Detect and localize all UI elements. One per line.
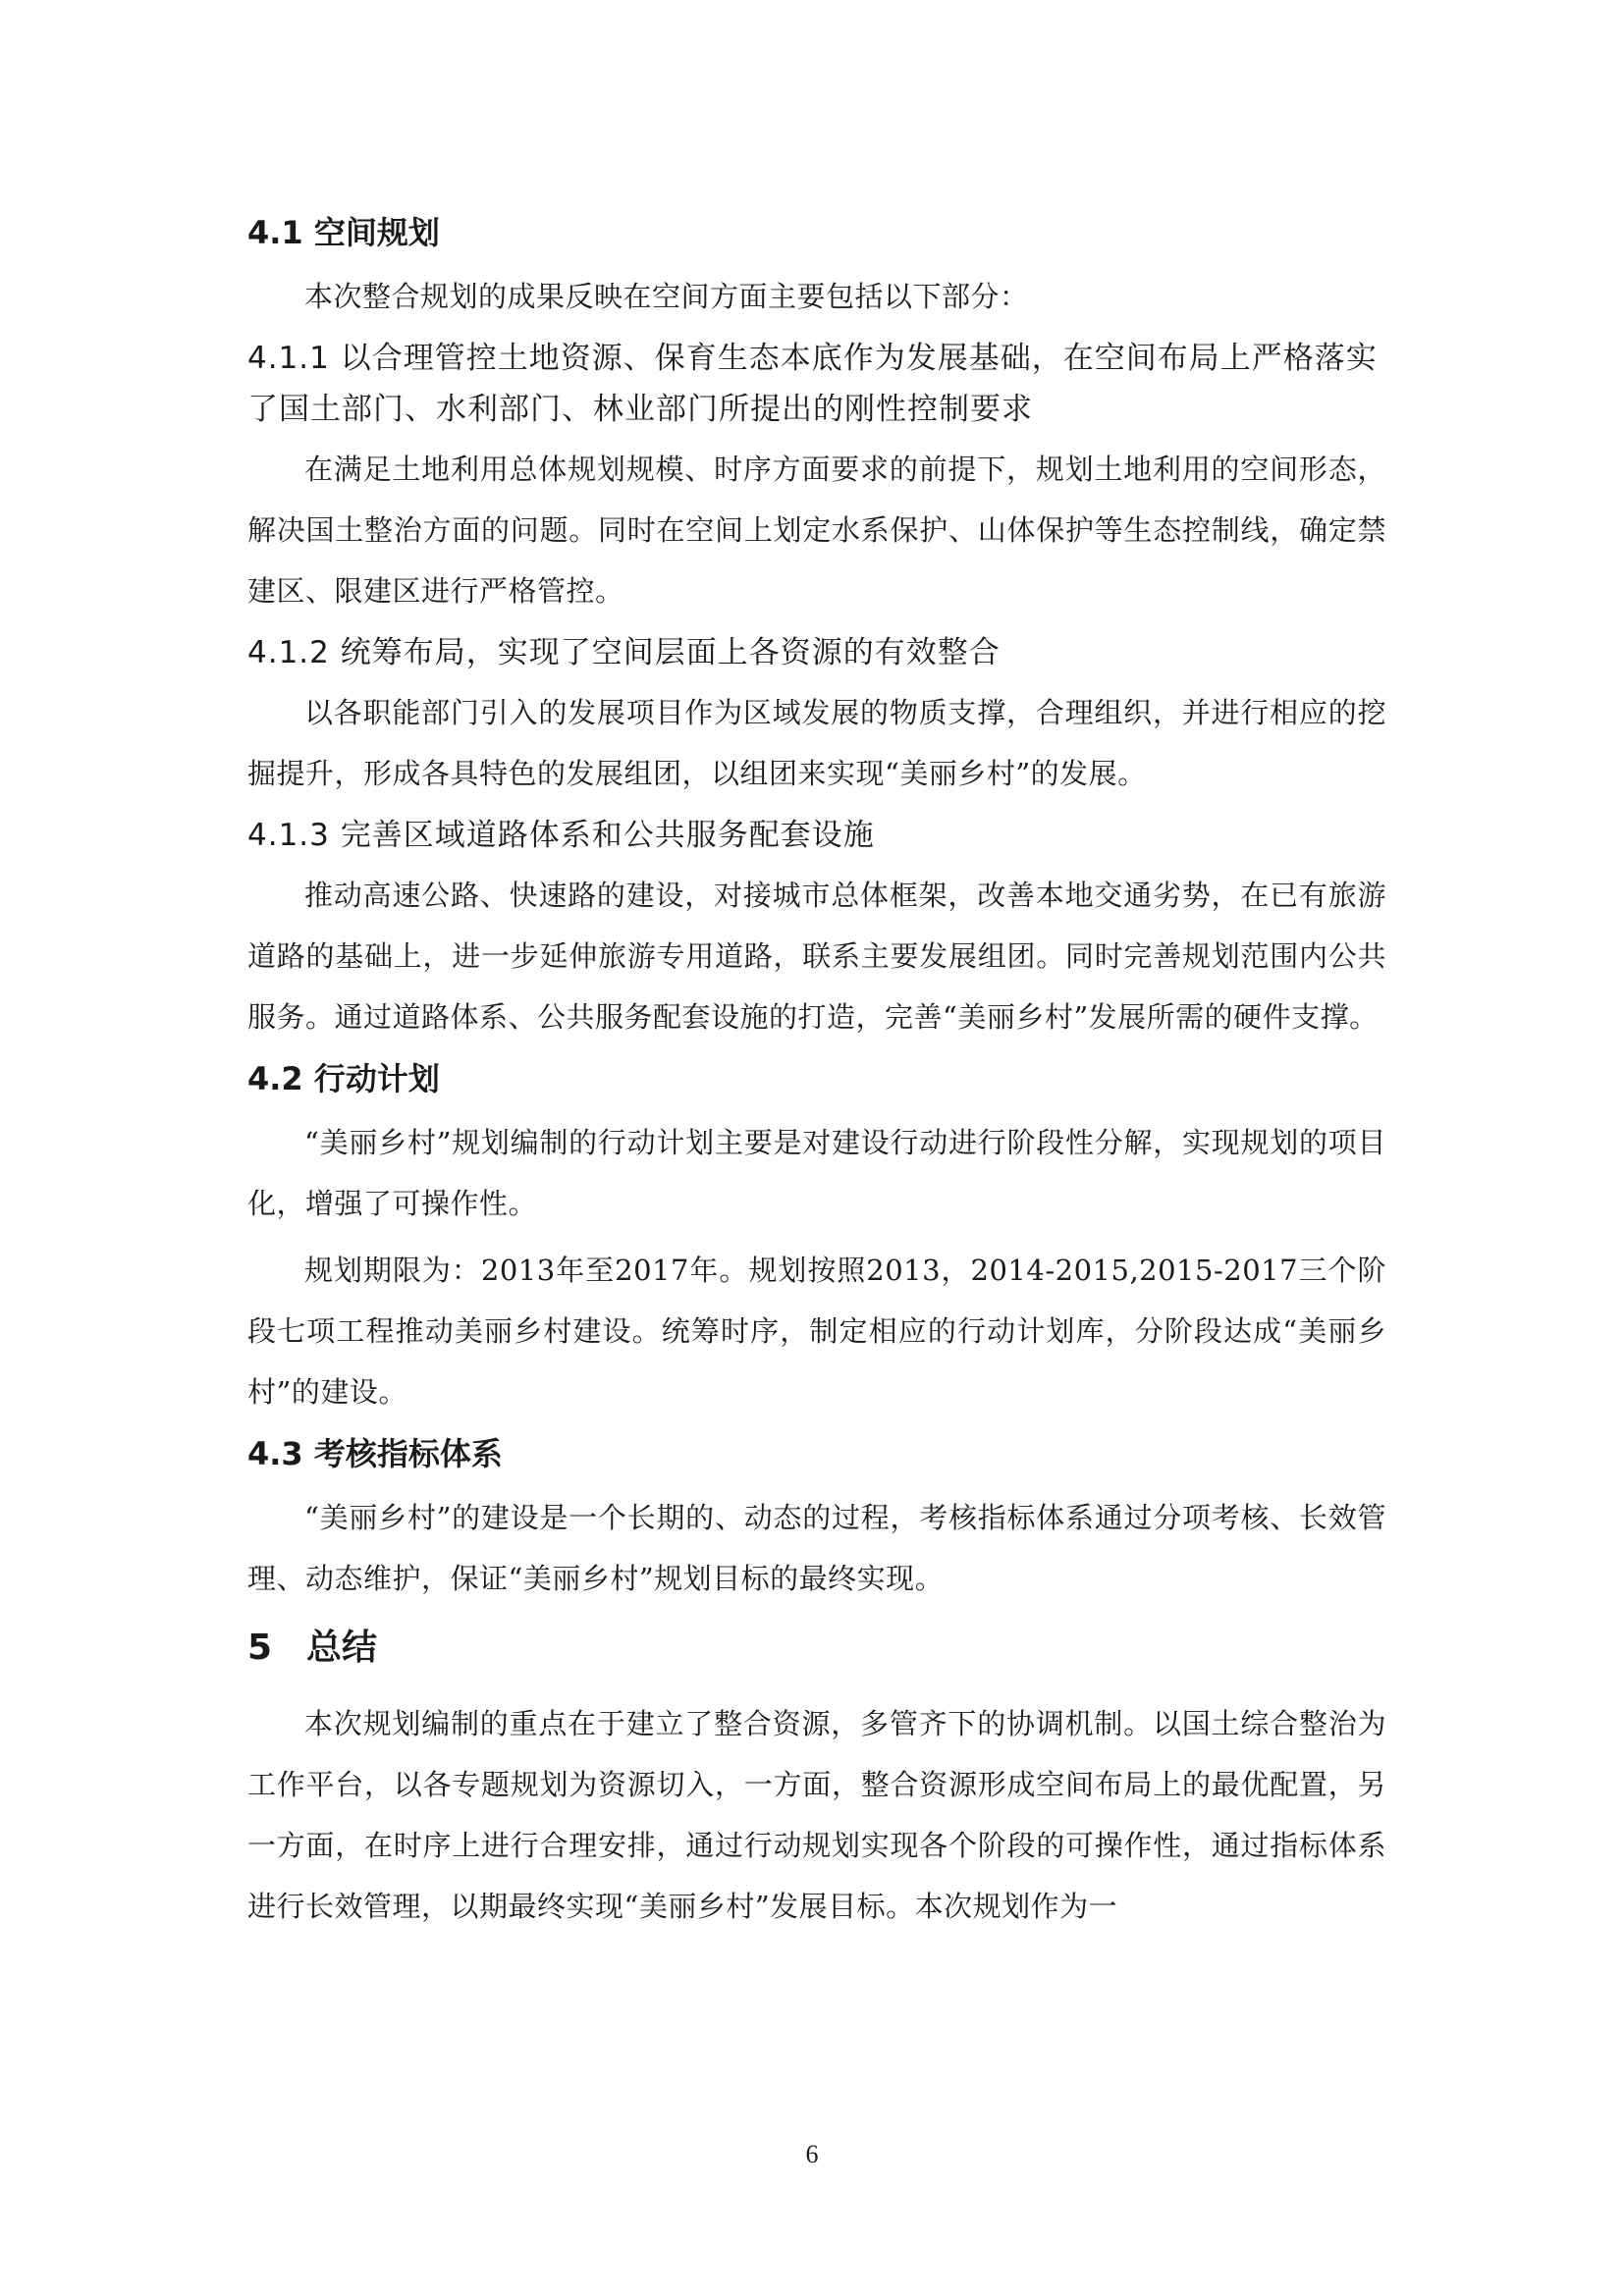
paragraph-4-1-2: 以各职能部门引入的发展项目作为区域发展的物质支撑，合理组织，并进行相应的挖掘提升，形成各具特色的发展组团，以组团来实现“美丽乡村”的发展。 — [247, 696, 1386, 790]
heading-4-1-2: 4.1.2 统筹布局，实现了空间层面上各资源的有效整合 — [247, 635, 1001, 670]
paragraph-4-3: “美丽乡村”的建设是一个长期的、动态的过程，考核指标体系通过分项考核、长效管理、动态维护，保证“美丽乡村”规划目标的最终实现。 — [247, 1501, 1386, 1595]
paragraph-4-2-a: “美丽乡村”规划编制的行动计划主要是对建设行动进行阶段性分解，实现规划的项目化，增强了可操作性。 — [247, 1126, 1386, 1220]
heading-5-number: 5 — [247, 1628, 273, 1668]
document-page — [247, 201, 1386, 1943]
heading-5 — [247, 1623, 1386, 1674]
heading-4-2: 4.2 行动计划 — [247, 1060, 440, 1097]
paragraph-4-1-intro: 本次整合规划的成果反映在空间方面主要包括以下部分： — [304, 280, 1029, 313]
paragraph-4-1-1: 在满足土地利用总体规划规模、时序方面要求的前提下，规划土地利用的空间形态，解决国土整治方面的问题。同时在空间上划定水系保护、山体保护等生态控制线，确定禁建区、限建区进行严格管控。 — [247, 453, 1386, 608]
heading-4-1-3: 4.1.3 完善区域道路体系和公共服务配套设施 — [247, 818, 875, 853]
heading-4-1: 4.1 空间规划 — [247, 214, 440, 251]
paragraph-4-2-b: 规划期限为：2013年至2017年。规划按照2013，2014-2015,2015-2017三个阶段七项工程推动美丽乡村建设。统筹时序，制定相应的行动计划库，分阶段达成“美丽乡村”的建设。 — [247, 1254, 1386, 1409]
page-number: 6 — [805, 2140, 819, 2168]
heading-4-3: 4.3 考核指标体系 — [247, 1435, 503, 1472]
paragraph-5: 本次规划编制的重点在于建立了整合资源，多管齐下的协调机制。以国土综合整治为工作平台，以各专题规划为资源切入，一方面，整合资源形成空间布局上的最优配置，另一方面，在时序上进行合理安排，通过行动规划实现各个阶段的可操作性，通过指标体系进行长效管理，以期最终实现“美丽乡村”发展目标。本次规划作为一 — [247, 1707, 1386, 1923]
paragraph-4-1-3: 推动高速公路、快速路的建设，对接城市总体框架，改善本地交通劣势，在已有旅游道路的基础上，进一步延伸旅游专用道路，联系主要发展组团。同时完善规划范围内公共服务。通过道路体系、公共服务配套设施的打造，完善“美丽乡村”发展所需的硬件支撑。 — [247, 879, 1386, 1034]
heading-5-title: 总结 — [306, 1628, 378, 1668]
heading-4-1-1: 4.1.1 以合理管控土地资源、保育生态本底作为发展基础，在空间布局上严格落实了国土部门、水利部门、林业部门所提出的刚性控制要求 — [247, 341, 1378, 427]
